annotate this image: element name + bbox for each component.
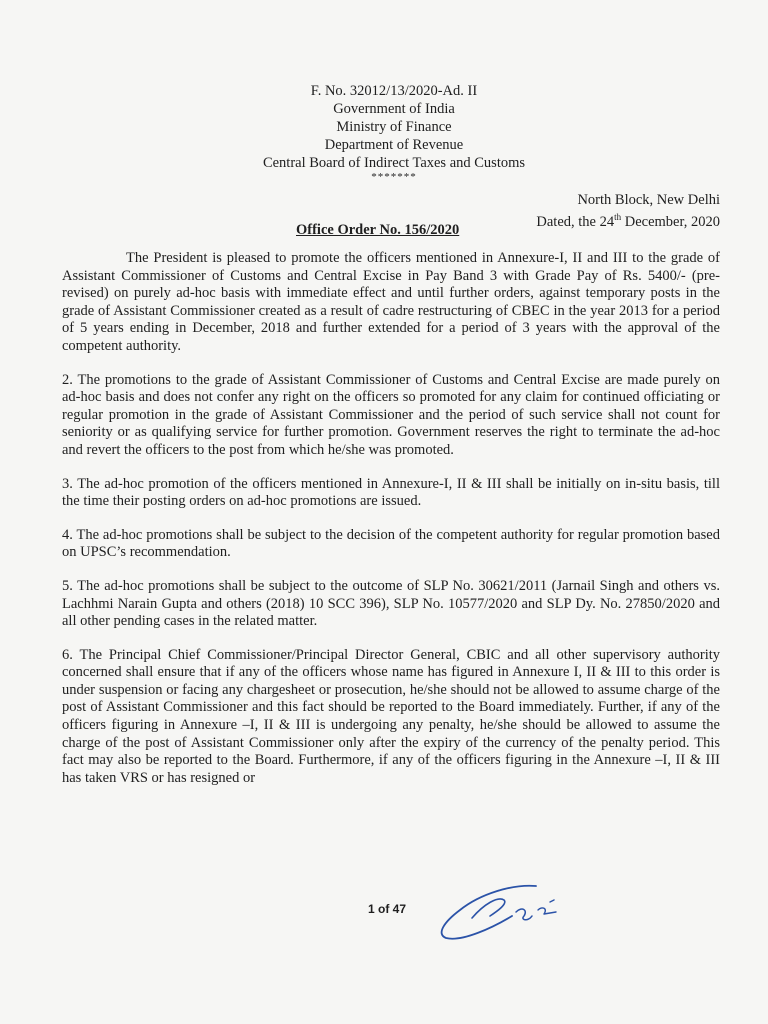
paragraph-1: The President is pleased to promote the officers mentioned in Annexure-I, II and III to the grade of Assistant Commissioner of Customs and Central Excise in Pay Band 3 with Grade Pay of Rs. 5400/- (pre-revised) on purely ad-hoc basis with immediate effect and until further orders, against temporary posts in the grade of Assistant Commissioner created as a result of cadre restructuring of CBEC in the year 2013 for a period of 5 years ending in December, 2018 and further extended for a period of 3 years with the approval of the competent authority. [62,250,720,354]
date-prefix: Dated, the 24 [536,213,615,230]
separator: ******* [371,171,417,183]
board-name: Central Board of Indirect Taxes and Customs [262,155,526,171]
department-name: Department of Revenue [324,137,464,153]
date-ordinal-suffix: th [614,212,622,222]
signature [432,876,592,946]
file-number: F. No. 32012/13/2020-Ad. II [310,83,478,99]
date-line [536,209,720,231]
page-number: 1 of 47 [368,902,407,916]
paragraph-5: 5. The ad-hoc promotions shall be subject to the outcome of SLP No. 30621/2011 (Jarnail Singh and others vs. Lachhmi Narain Gupta and others (2018) 10 SCC 396), SLP No. 10577/2020 and SLP Dy. No. 27850/2020 and all other pending cases in the related matter. [62,577,720,630]
place-and-date [536,192,720,231]
paragraph-3: 3. The ad-hoc promotion of the officers mentioned in Annexure-I, II & III shall be initially on in-situ basis, till the time their posting orders on ad-hoc promotions are issued. [62,475,720,510]
location: North Block, New Delhi [577,192,720,208]
order-body [62,250,720,787]
paragraph-6: 6. The Principal Chief Commissioner/Principal Director General, CBIC and all other supervisory authority concerned shall ensure that if any of the officers whose name has figured in Annexure I, II & III to this order is under suspension or facing any chargesheet or prosecution, he/she should not be allowed to assume charge of the post of Assistant Commissioner and this fact should be reported to the Board immediately. Further, if any of the officers figuring in Annexure –I, II & III is undergoing any penalty, he/she should be allowed to assume the charge of the post of Assistant Commissioner only after the expiry of the currency of the penalty period. This fact may also be reported to the Board. Furthermore, if any of the officers figuring in the Annexure –I, II & III has taken VRS or has resigned or [62,646,720,786]
paragraph-2: 2. The promotions to the grade of Assistant Commissioner of Customs and Central Excise are made purely on ad-hoc basis and does not confer any right on the officers so promoted for any claim for continued officiating or regular promotion in the grade of Assistant Commissioner and the period of such service shall not count for seniority or as qualifying service for further promotion. Government reserves the right to terminate the ad-hoc and revert the officers to the post from which he/she was promoted. [62,371,720,458]
letterhead [0,82,768,182]
date-rest: December, 2020 [621,213,720,230]
paragraph-4: 4. The ad-hoc promotions shall be subject to the decision of the competent authority for regular promotion based on UPSC’s recommendation. [62,526,720,561]
government-name: Government of India [333,101,455,117]
order-title: Office Order No. 156/2020 [296,222,460,238]
ministry-name: Ministry of Finance [336,119,452,135]
